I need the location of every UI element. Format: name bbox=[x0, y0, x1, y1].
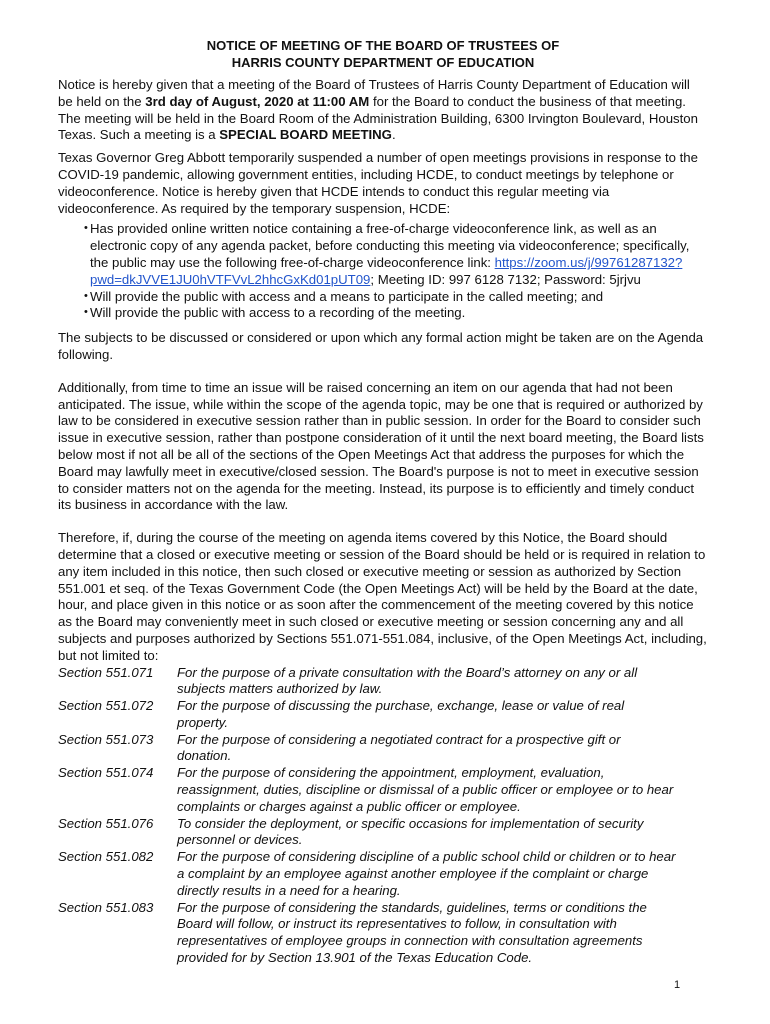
section-description: For the purpose of discussing the purchase, exchange, lease or value of real property. bbox=[177, 698, 625, 730]
section-row bbox=[58, 765, 708, 815]
section-row bbox=[58, 698, 708, 732]
section-description: For the purpose of considering a negotiated contract for a prospective gift or donation. bbox=[177, 731, 621, 764]
covid-paragraph: Texas Governor Greg Abbott temporarily suspended a number of open meetings provisions in response to the COVID-19 pandemic, allowing government entities, including HCDE, to conduct meetings by telephone or videoconference. Notice is hereby given that HCDE intends to conduct this regular meeting via videoconference. As required by the temporary suspension, HCDE: bbox=[58, 150, 698, 216]
meeting-date: 3rd day of August, 2020 at 11:00 AM bbox=[145, 93, 370, 109]
bullet1-text-a: Has provided online written notice containing a free-of-charge videoconference link, as well as an electronic copy of any agenda packet, before conducting this meeting via videoconference; specifically, the public may use the following free-of-charge videoconference link: bbox=[90, 221, 690, 270]
list-item: • Will provide the public with access to a recording of the meeting. bbox=[90, 305, 708, 322]
section-number: Section 551.071 bbox=[58, 664, 154, 680]
section-row bbox=[58, 732, 708, 766]
list-item bbox=[90, 221, 708, 288]
title-line-2: HARRIS COUNTY DEPARTMENT OF EDUCATION bbox=[231, 54, 535, 70]
p1-text-b: for the Board to conduct the business of that meeting. The meeting will be held in the Board Room of the Administration Building, 6300 Irvington Boulevard, Houston Texas. Such a meeting is a bbox=[58, 93, 698, 143]
section-row bbox=[58, 816, 708, 850]
requirements-list bbox=[58, 221, 708, 322]
executive-session-paragraph: Additionally, from time to time an issue will be raised concerning an item on our agenda that had not been anticipated. The issue, while within the scope of the agenda topic, may be one that is required or authorized by law to be considered in executive session rather than in public session. In order for the Board to consider such issue in executive session, rather than postpone consideration of it until the next board meeting, the Board lists below most if not all be all of the sections of the Open Meetings Act that address the purposes for which the Board may lawfully meet in executive/closed session. The Board's purpose is not to meet in executive session to consider matters not on the agenda for the meeting. Instead, its purpose is to efficiently and timely conduct its business in accordance with the law. bbox=[58, 379, 704, 513]
notice-title bbox=[58, 38, 708, 71]
section-description: To consider the deployment, or specific occasions for implementation of security personnel or devices. bbox=[177, 815, 644, 848]
notice-page bbox=[58, 38, 708, 967]
section-row bbox=[58, 900, 708, 967]
section-description: For the purpose of considering discipline of a public school child or children or to hear a complaint by an employee against another employee if the complaint or charge directly results in a need for a hearing. bbox=[177, 849, 676, 898]
sections-list bbox=[58, 665, 708, 967]
list-item: • Will provide the public with access and a means to participate in the called meeting; and bbox=[90, 289, 708, 306]
meeting-notice-paragraph bbox=[58, 77, 708, 144]
section-number: Section 551.072 bbox=[58, 698, 154, 714]
page-number: 1 bbox=[674, 979, 681, 991]
p1-text-a: Notice is hereby given that a meeting of the Board of Trustees of Harris County Department of Education will be held on the bbox=[58, 77, 690, 109]
closed-meeting-paragraph: Therefore, if, during the course of the meeting on agenda items covered by this Notice, the Board should determine that a closed or executive meeting or session of the Board should be held or is required in relation to any item included in this notice, then such closed or executive meeting or session as authorized by Section 551.001 et seq. of the Texas Government Code (the Open Meetings Act) will be held by the Board at the date, hour, and place given in this notice or as soon after the commencement of the meeting covered by this notice as the Board may conveniently meet in such closed or executive meeting or session concerning any and all subjects and purposes authorized by Sections 551.071-551.084, inclusive, of the Open Meetings Act, including, but not limited to: bbox=[58, 530, 707, 663]
title-line-1: NOTICE OF MEETING OF THE BOARD OF TRUSTEES OF bbox=[206, 38, 560, 53]
bullet1-text-b: ; Meeting ID: 997 6128 7132; Password: 5jrjvu bbox=[370, 271, 641, 287]
section-number: Section 551.076 bbox=[58, 815, 154, 831]
section-number: Section 551.073 bbox=[58, 731, 154, 747]
section-number: Section 551.074 bbox=[58, 765, 154, 781]
meeting-type: SPECIAL BOARD MEETING bbox=[219, 127, 392, 143]
section-row bbox=[58, 665, 708, 699]
section-number: Section 551.082 bbox=[58, 849, 154, 865]
zoom-link[interactable]: https://zoom.us/j/99761287132?pwd=dkJVVE1JU0hVTFVvL2hhcGxKd01pUT09 bbox=[90, 254, 683, 287]
section-description: For the purpose of considering the standards, guidelines, terms or conditions the Board will follow, or instruct its representatives to follow, in consultation with representatives of employee groups in connection with consultation agreements provided for by Section 13.901 of the Texas Education Code. bbox=[177, 899, 647, 966]
p1-text-c: . bbox=[391, 127, 396, 143]
section-row bbox=[58, 849, 708, 899]
section-description: For the purpose of a private consultation with the Board’s attorney on any or all subjects matters authorized by law. bbox=[177, 664, 638, 697]
section-number: Section 551.083 bbox=[58, 899, 154, 915]
agenda-paragraph: The subjects to be discussed or considered or upon which any formal action might be taken are on the Agenda following. bbox=[58, 330, 704, 362]
section-description: For the purpose of considering the appointment, employment, evaluation, reassignment, duties, discipline or dismissal of a public officer or employee or to hear complaints or charges against a public officer or employee. bbox=[177, 765, 674, 814]
